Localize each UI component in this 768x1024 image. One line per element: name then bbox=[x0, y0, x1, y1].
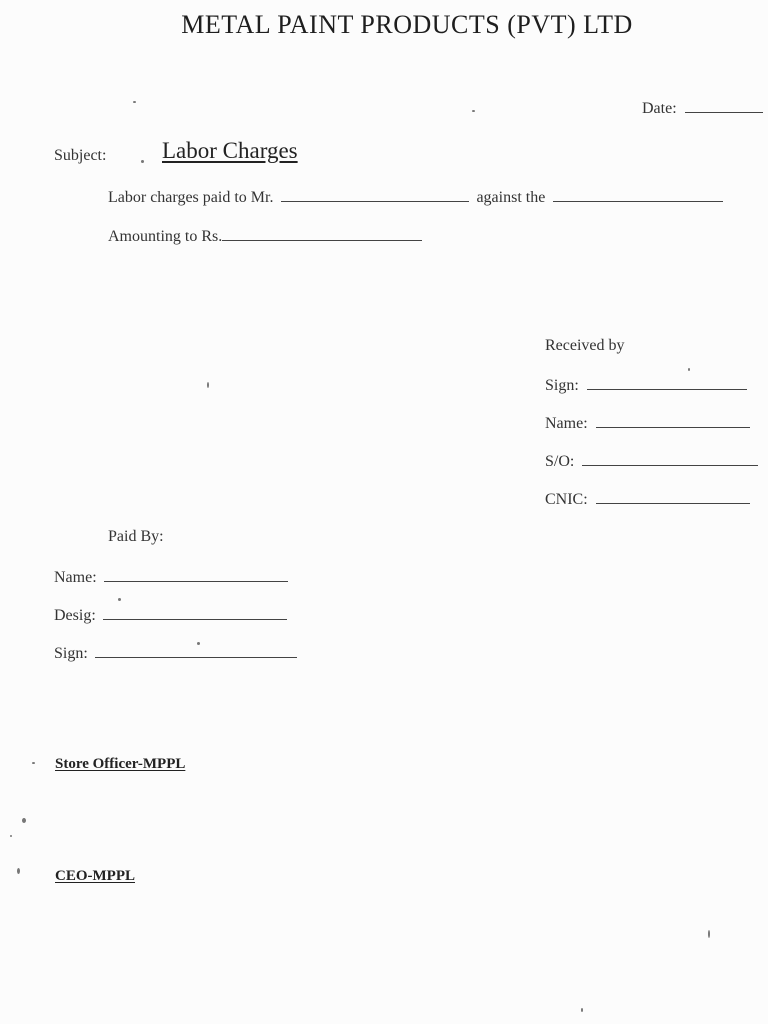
scan-speck bbox=[32, 762, 35, 764]
received-cnic-field bbox=[545, 489, 750, 509]
scan-speck bbox=[472, 110, 475, 112]
amount-label: Amounting to Rs. bbox=[108, 228, 223, 245]
amount-line bbox=[108, 226, 422, 246]
scan-speck bbox=[118, 598, 121, 601]
paid-desig-blank[interactable] bbox=[103, 605, 287, 620]
scan-speck bbox=[197, 642, 200, 645]
amount-blank[interactable] bbox=[222, 226, 422, 241]
paid-sign-field bbox=[54, 643, 297, 663]
scan-speck bbox=[708, 930, 710, 938]
date-field bbox=[642, 98, 763, 118]
paid-by-heading: Paid By: bbox=[108, 528, 164, 545]
received-by-heading: Received by bbox=[545, 337, 625, 354]
subject-label: Subject: bbox=[54, 147, 107, 164]
paid-sign-blank[interactable] bbox=[95, 643, 297, 658]
received-name-blank[interactable] bbox=[596, 413, 750, 428]
against-label: against the bbox=[476, 189, 546, 206]
received-name-label: Name: bbox=[545, 415, 588, 432]
received-so-field bbox=[545, 451, 758, 471]
ceo-signatory: CEO-MPPL bbox=[55, 868, 135, 884]
store-officer-signatory: Store Officer-MPPL bbox=[55, 756, 186, 772]
scan-speck bbox=[133, 101, 136, 103]
date-blank[interactable] bbox=[685, 98, 763, 113]
received-cnic-label: CNIC: bbox=[545, 491, 588, 508]
received-cnic-blank[interactable] bbox=[596, 489, 750, 504]
received-sign-blank[interactable] bbox=[587, 375, 747, 390]
received-so-label: S/O: bbox=[545, 453, 575, 470]
paid-name-blank[interactable] bbox=[104, 567, 288, 582]
paid-name-label: Name: bbox=[54, 569, 97, 586]
paid-desig-label: Desig: bbox=[54, 607, 96, 624]
paid-to-blank[interactable] bbox=[281, 187, 469, 202]
received-sign-field bbox=[545, 375, 747, 395]
against-blank[interactable] bbox=[553, 187, 723, 202]
subject-value: Labor Charges bbox=[162, 138, 298, 163]
received-so-blank[interactable] bbox=[582, 451, 758, 466]
paid-sign-label: Sign: bbox=[54, 645, 88, 662]
scan-speck bbox=[581, 1008, 583, 1012]
date-label: Date: bbox=[642, 100, 677, 117]
scan-speck bbox=[141, 160, 144, 163]
paid-desig-field bbox=[54, 605, 287, 625]
scan-speck bbox=[17, 868, 20, 874]
company-title: METAL PAINT PRODUCTS (PVT) LTD bbox=[181, 10, 633, 39]
scan-speck bbox=[207, 382, 209, 388]
paid-name-field bbox=[54, 567, 288, 587]
scan-speck bbox=[22, 818, 26, 823]
scan-speck bbox=[10, 835, 12, 837]
scan-speck bbox=[688, 368, 690, 371]
labor-paid-line bbox=[108, 187, 723, 207]
received-name-field bbox=[545, 413, 750, 433]
labor-paid-label: Labor charges paid to Mr. bbox=[108, 189, 274, 206]
received-sign-label: Sign: bbox=[545, 377, 579, 394]
